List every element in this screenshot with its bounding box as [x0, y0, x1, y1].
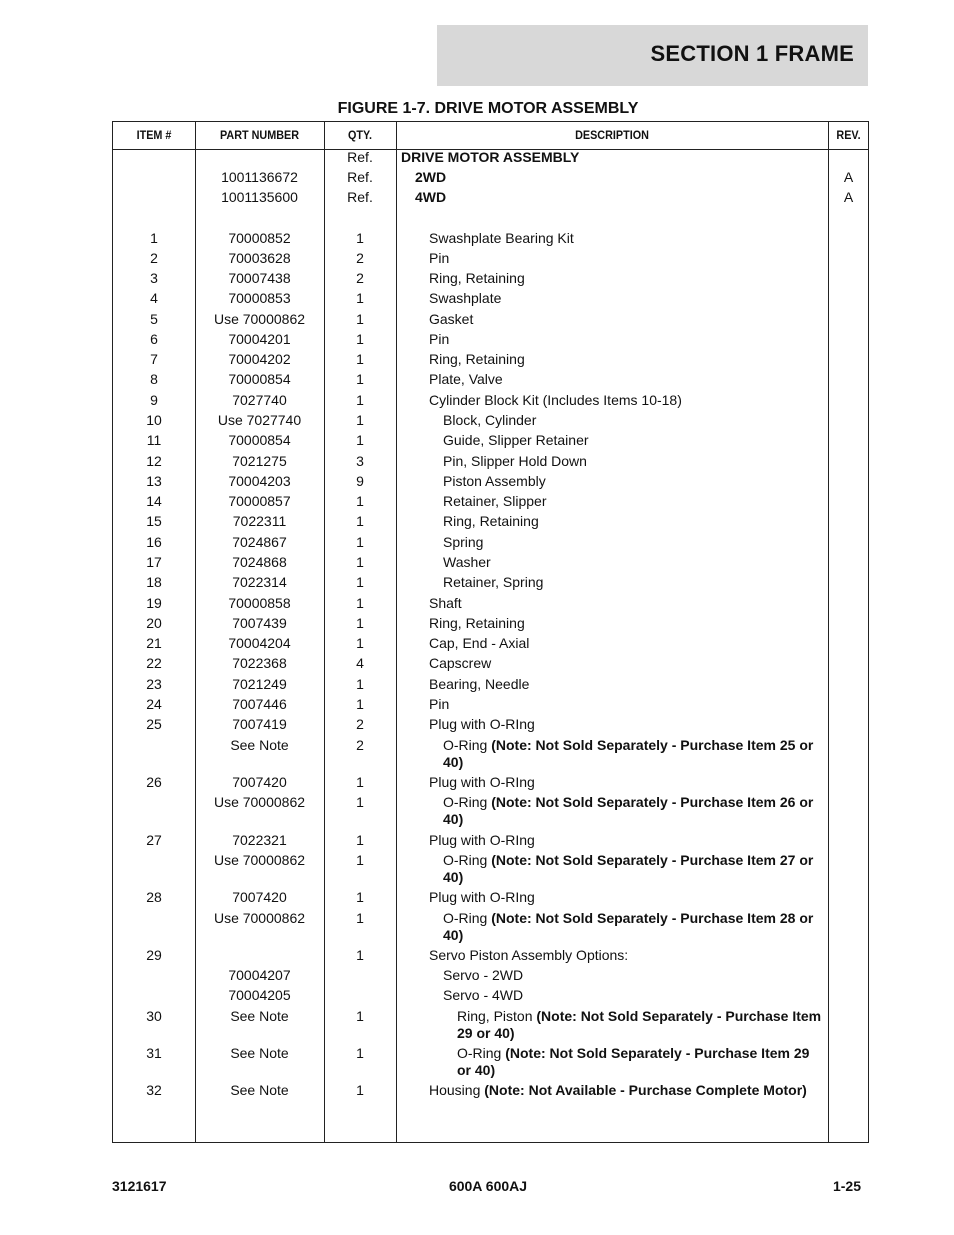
quantity: 1: [356, 513, 364, 529]
part-number: See Note: [230, 1008, 289, 1024]
footer-page-number: 1-25: [832, 1178, 861, 1194]
item-number: 26: [146, 774, 162, 790]
quantity: Ref.: [347, 149, 373, 165]
quantity: 2: [356, 270, 364, 286]
section-title: SECTION 1 FRAME: [650, 41, 854, 66]
item-number: 16: [146, 534, 162, 550]
description: [401, 947, 827, 964]
description: [401, 696, 827, 713]
item-number: 14: [146, 493, 162, 509]
part-number: 7022368: [232, 655, 287, 671]
column-divider: [396, 122, 397, 1142]
description-text: O-Ring: [443, 794, 492, 810]
description-text: Gasket: [429, 311, 474, 327]
section-header-box: [437, 25, 868, 86]
description: [401, 371, 827, 388]
description: [401, 432, 827, 449]
part-number: 7007419: [232, 716, 287, 732]
item-number: 11: [146, 432, 162, 448]
description-text: O-Ring: [443, 737, 492, 753]
quantity: 1: [356, 290, 364, 306]
quantity: 1: [356, 1082, 364, 1098]
description-text: O-Ring: [443, 852, 492, 868]
quantity: 1: [356, 554, 364, 570]
description: [401, 852, 827, 886]
footer-model: 600A 600AJ: [448, 1178, 528, 1194]
quantity: 1: [356, 392, 364, 408]
quantity: 1: [356, 635, 364, 651]
part-number: See Note: [230, 1045, 289, 1061]
item-number: 13: [146, 473, 162, 489]
footer-doc-number: 3121617: [112, 1178, 167, 1194]
item-number: 17: [146, 554, 162, 570]
description: [401, 513, 827, 530]
item-number: 24: [146, 696, 162, 712]
description-text: Ring, Retaining: [429, 615, 525, 631]
figure-title: FIGURE 1-7. DRIVE MOTOR ASSEMBLY: [337, 100, 639, 117]
item-number: 27: [146, 832, 162, 848]
description-text: Swashplate: [429, 290, 502, 306]
quantity: Ref.: [347, 189, 373, 205]
description: [401, 910, 827, 944]
description: [401, 453, 827, 470]
description-text: Guide, Slipper Retainer: [443, 432, 589, 448]
item-number: 28: [146, 889, 162, 905]
description: [401, 169, 827, 186]
quantity: 1: [356, 832, 364, 848]
quantity: 1: [356, 371, 364, 387]
item-number: 31: [146, 1045, 162, 1061]
item-number: 19: [146, 595, 162, 611]
item-number: 4: [150, 290, 158, 306]
quantity: 1: [356, 574, 364, 590]
description: [401, 392, 827, 409]
description: [401, 595, 827, 612]
quantity: 4: [356, 655, 364, 671]
part-number: 70000854: [228, 432, 291, 448]
description-note: (Note: Not Sold Separately - Purchase Item 28 or 40): [443, 910, 814, 943]
description: [401, 1082, 827, 1099]
description: [401, 1008, 827, 1042]
part-number: 7007446: [232, 696, 287, 712]
quantity: 2: [356, 716, 364, 732]
description-text: Piston Assembly: [443, 473, 546, 489]
description: [401, 149, 827, 166]
quantity: 1: [356, 615, 364, 631]
description-text: Cylinder Block Kit (Includes Items 10-18): [429, 392, 682, 408]
description-text: Pin: [429, 696, 450, 712]
quantity: 1: [356, 1045, 364, 1061]
description: [401, 655, 827, 672]
description: [401, 889, 827, 906]
description: [401, 1045, 827, 1079]
description-text: 4WD: [415, 189, 447, 205]
part-number: 70004205: [228, 987, 291, 1003]
description-text: DRIVE MOTOR ASSEMBLY: [401, 149, 580, 165]
description-text: Housing: [429, 1082, 485, 1098]
description: [401, 189, 827, 206]
description-note: (Note: Not Sold Separately - Purchase Item 26 or 40): [443, 794, 814, 827]
item-number: 21: [146, 635, 162, 651]
description-text: Washer: [443, 554, 491, 570]
description: [401, 230, 827, 247]
part-number: See Note: [230, 1082, 289, 1098]
quantity: 1: [356, 794, 364, 810]
description-text: Ring, Retaining: [429, 270, 525, 286]
part-number: 70000853: [228, 290, 291, 306]
description-text: Ring, Retaining: [443, 513, 539, 529]
parts-table: [112, 121, 869, 1143]
description-text: Pin, Slipper Hold Down: [443, 453, 587, 469]
description: [401, 554, 827, 571]
description: [401, 331, 827, 348]
item-number: 18: [146, 574, 162, 590]
item-number: 22: [146, 655, 162, 671]
description-note: (Note: Not Sold Separately - Purchase Item 25 or 40): [443, 737, 814, 770]
description-text: Bearing, Needle: [429, 676, 530, 692]
header-item: ITEM #: [136, 128, 172, 142]
description-note: (Note: Not Sold Separately - Purchase Item 29 or 40): [457, 1045, 810, 1078]
description: [401, 270, 827, 287]
item-number: 2: [150, 250, 158, 266]
description: [401, 635, 827, 652]
part-number: Use 7027740: [217, 412, 302, 428]
quantity: Ref.: [347, 169, 373, 185]
part-number: 70004207: [228, 967, 291, 983]
description: [401, 311, 827, 328]
item-number: 6: [150, 331, 158, 347]
quantity: 1: [356, 852, 364, 868]
part-number: 7007439: [232, 615, 287, 631]
description-text: 2WD: [415, 169, 447, 185]
part-number: 7027740: [232, 392, 287, 408]
part-number: 7021249: [232, 676, 287, 692]
description: [401, 676, 827, 693]
description: [401, 832, 827, 849]
quantity: 1: [356, 595, 364, 611]
description-text: O-Ring: [443, 910, 492, 926]
quantity: 1: [356, 493, 364, 509]
description-text: Pin: [429, 331, 450, 347]
part-number: 70000854: [228, 371, 291, 387]
item-number: 9: [150, 392, 158, 408]
description-text: Capscrew: [429, 655, 492, 671]
column-divider: [828, 122, 829, 1142]
part-number: 70004202: [228, 351, 291, 367]
item-number: 7: [150, 351, 158, 367]
part-number: 1001135600: [221, 189, 298, 205]
quantity: 9: [356, 473, 364, 489]
part-number: Use 70000862: [213, 852, 306, 868]
quantity: 1: [356, 432, 364, 448]
part-number: 1001136672: [221, 169, 298, 185]
item-number: 23: [146, 676, 162, 692]
part-number: 7007420: [232, 889, 287, 905]
item-number: 1: [150, 230, 158, 246]
part-number: 70000858: [228, 595, 291, 611]
description: [401, 737, 827, 771]
part-number: 7007420: [232, 774, 287, 790]
description-text: O-Ring: [457, 1045, 506, 1061]
description-text: Plug with O-RIng: [429, 774, 535, 790]
part-number: 7024868: [232, 554, 287, 570]
item-number: 5: [150, 311, 158, 327]
description-text: Cap, End - Axial: [429, 635, 530, 651]
part-number: 70007438: [228, 270, 291, 286]
description: [401, 987, 827, 1004]
description-text: Pin: [429, 250, 450, 266]
item-number: 32: [146, 1082, 162, 1098]
description: [401, 967, 827, 984]
item-number: 3: [150, 270, 158, 286]
quantity: 1: [356, 331, 364, 347]
part-number: 70000852: [228, 230, 291, 246]
description: [401, 473, 827, 490]
description: [401, 774, 827, 791]
revision: A: [843, 189, 854, 205]
quantity: 1: [356, 351, 364, 367]
description-text: Spring: [443, 534, 484, 550]
description-text: Ring, Retaining: [429, 351, 525, 367]
quantity: 3: [356, 453, 364, 469]
description-note: (Note: Not Available - Purchase Complete Motor): [484, 1082, 807, 1098]
part-number: See Note: [230, 737, 289, 753]
header-qty: QTY.: [347, 128, 372, 142]
description-note: (Note: Not Sold Separately - Purchase Item 27 or 40): [443, 852, 814, 885]
header-description: DESCRIPTION: [575, 128, 649, 142]
quantity: 1: [356, 947, 364, 963]
description: [401, 493, 827, 510]
quantity: 2: [356, 737, 364, 753]
header-part-number: PART NUMBER: [219, 128, 300, 142]
description: [401, 794, 827, 828]
quantity: 1: [356, 412, 364, 428]
quantity: 1: [356, 696, 364, 712]
quantity: 1: [356, 889, 364, 905]
item-number: 10: [146, 412, 162, 428]
description-text: Plug with O-RIng: [429, 889, 535, 905]
part-number: 70003628: [228, 250, 291, 266]
part-number: 7022321: [232, 832, 287, 848]
description: [401, 351, 827, 368]
quantity: 1: [356, 534, 364, 550]
description-text: Plug with O-RIng: [429, 716, 535, 732]
part-number: Use 70000862: [213, 794, 306, 810]
part-number: 7022314: [232, 574, 287, 590]
item-number: 12: [146, 453, 162, 469]
description: [401, 716, 827, 733]
description: [401, 290, 827, 307]
part-number: Use 70000862: [213, 910, 306, 926]
part-number: 7022311: [232, 513, 287, 529]
revision: A: [843, 169, 854, 185]
description: [401, 412, 827, 429]
part-number: 70004204: [228, 635, 291, 651]
quantity: 1: [356, 676, 364, 692]
description: [401, 615, 827, 632]
description-text: Servo - 2WD: [443, 967, 524, 983]
quantity: 1: [356, 311, 364, 327]
item-number: 8: [150, 371, 158, 387]
part-number: 70004201: [228, 331, 291, 347]
description: [401, 574, 827, 591]
quantity: 2: [356, 250, 364, 266]
description-text: Plate, Valve: [429, 371, 503, 387]
part-number: 70004203: [228, 473, 291, 489]
description-text: Ring, Piston: [457, 1008, 537, 1024]
description-text: Swashplate Bearing Kit: [429, 230, 574, 246]
description-text: Shaft: [429, 595, 462, 611]
quantity: 1: [356, 910, 364, 926]
part-number: 70000857: [228, 493, 291, 509]
item-number: 29: [146, 947, 162, 963]
description-text: Servo Piston Assembly Options:: [429, 947, 629, 963]
item-number: 25: [146, 716, 162, 732]
part-number: 7024867: [232, 534, 287, 550]
description-text: Retainer, Spring: [443, 574, 544, 590]
description: [401, 534, 827, 551]
description: [401, 250, 827, 267]
header-rev: REV.: [836, 128, 861, 142]
quantity: 1: [356, 1008, 364, 1024]
description-text: Retainer, Slipper: [443, 493, 547, 509]
description-text: Servo - 4WD: [443, 987, 524, 1003]
quantity: 1: [356, 230, 364, 246]
part-number: 7021275: [232, 453, 287, 469]
description-note: (Note: Not Sold Separately - Purchase Item 29 or 40): [457, 1008, 822, 1041]
part-number: Use 70000862: [213, 311, 306, 327]
item-number: 15: [146, 513, 162, 529]
item-number: 30: [146, 1008, 162, 1024]
item-number: 20: [146, 615, 162, 631]
description-text: Plug with O-RIng: [429, 832, 535, 848]
description-text: Block, Cylinder: [443, 412, 537, 428]
quantity: 1: [356, 774, 364, 790]
